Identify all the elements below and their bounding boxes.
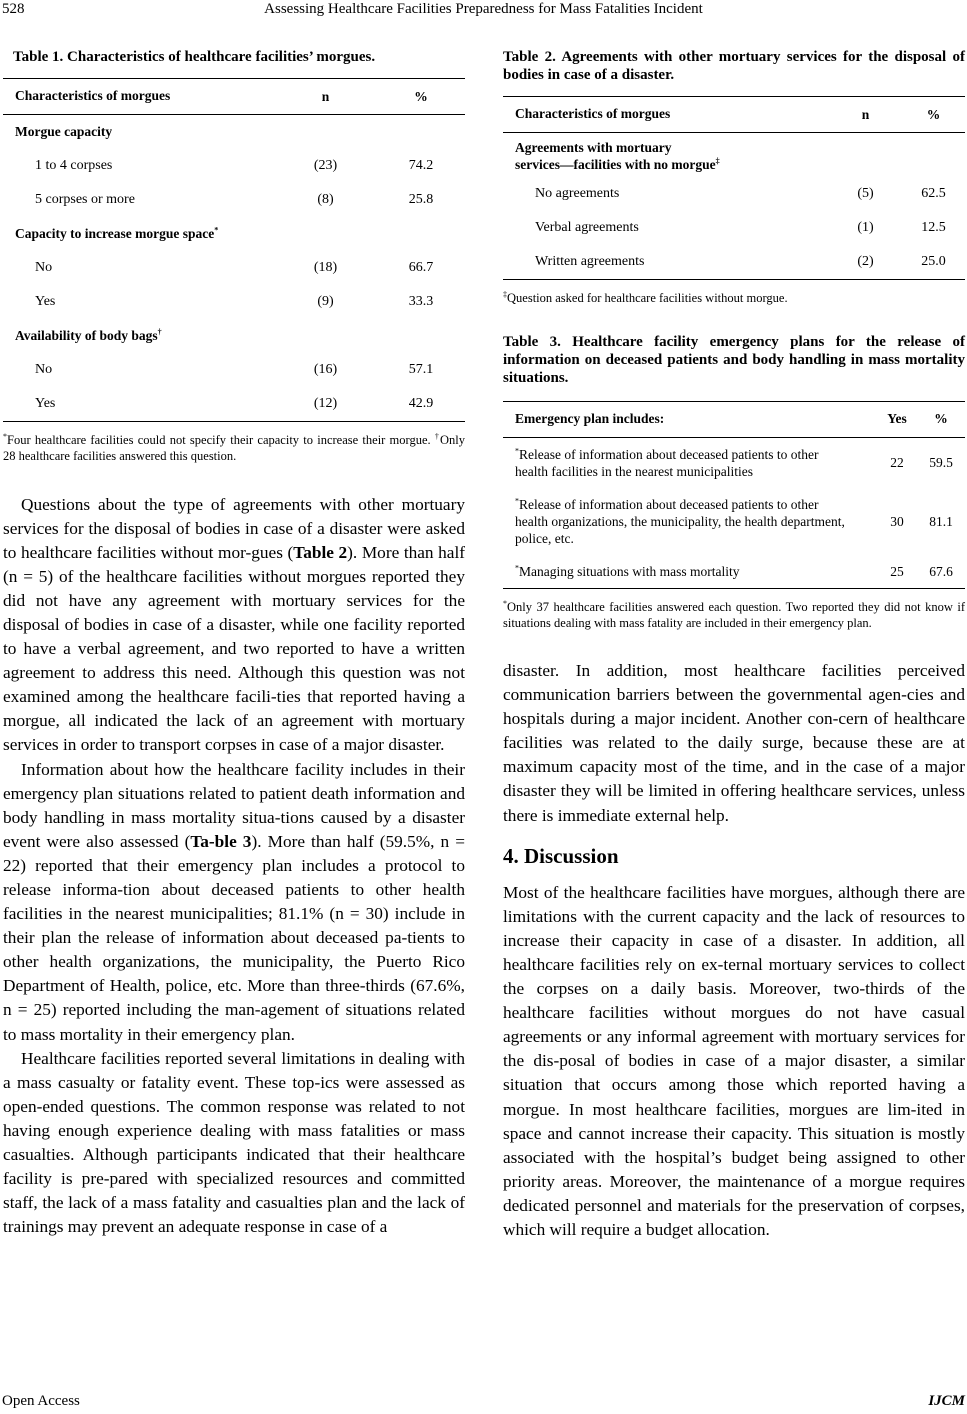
table3-header-pct: %: [917, 401, 965, 437]
table-reference: Table 2: [293, 542, 348, 562]
paragraph-text: Questions about the type of agreements with other mortuary services for the disposal of bodies in case of a disaster were asked to healthcare facilities without mor-gues (: [3, 494, 465, 562]
row-pct: 42.9: [377, 387, 465, 422]
row-label: 1 to 4 corpses: [35, 158, 113, 173]
row-label: No agreements: [535, 186, 620, 201]
table2-header-pct: %: [902, 97, 965, 133]
table3: [503, 401, 965, 589]
row-n: (8): [317, 192, 334, 207]
table-row: [3, 387, 465, 422]
table-row: [3, 285, 465, 319]
footnote-text: Only 37 healthcare facilities answered each question. Two reported they did not know if situations dealing with mass fatality are included in their emergency plan.: [503, 599, 965, 630]
footnote-text: Question asked for healthcare facilities without morgue.: [507, 291, 788, 305]
row-n: (5): [857, 186, 874, 201]
footnote-mark: *: [3, 431, 7, 441]
row-n: (16): [313, 362, 338, 377]
row-label: Yes: [3, 387, 274, 422]
row-label: No: [35, 362, 53, 377]
row-n: (9): [317, 294, 334, 309]
table2: [503, 96, 965, 280]
paragraph-text: Information about how the healthcare facility includes in their emergency plan situations related to patient death information and body handling in mass mortality situa-tions caused by a disaster event were also assessed (: [3, 759, 465, 851]
row-n: (12): [274, 387, 377, 422]
footnote-mark: *: [503, 598, 507, 608]
table-reference: Ta-ble 3: [190, 831, 252, 851]
table2-header-n: n: [829, 97, 902, 133]
footnote-mark: *: [214, 225, 219, 235]
table-row: [503, 177, 965, 211]
section-label-text: services—facilities with no morgue: [515, 157, 716, 172]
row-pct: 66.7: [408, 260, 434, 275]
row-label: [503, 437, 877, 488]
row-pct: 25.0: [902, 245, 965, 280]
row-label-text: Managing situations with mass mortality: [519, 563, 740, 579]
page-number: 528: [2, 1, 25, 17]
body-paragraph: [3, 758, 465, 1047]
footnote-mark: ‡: [503, 289, 507, 299]
section-label: [3, 217, 465, 251]
row-label-text: Release of information about deceased patients to other health organizations, the municipality, the health department, police, etc.: [515, 496, 845, 546]
footnote-mark: ‡: [715, 156, 720, 166]
row-pct: 59.5: [929, 455, 953, 470]
table3-header-yes: Yes: [877, 401, 917, 437]
table-row: [3, 251, 465, 285]
table-section-row: [503, 133, 965, 178]
table1-header-pct: %: [377, 79, 465, 115]
table-row: [3, 353, 465, 387]
footnote-mark: *: [515, 496, 519, 505]
section-heading: 4. Discussion: [503, 843, 619, 868]
table-row: [503, 488, 965, 555]
footnote-text: Four healthcare facilities could not specify their capacity to increase their morgue.: [7, 433, 435, 447]
row-pct: 62.5: [921, 186, 946, 201]
row-yes: 30: [890, 513, 904, 529]
body-paragraph: Healthcare facilities reported several limitations in dealing with a mass casualty or fatality event. These top-ics were assessed as open-ended questions. The common response was related to not having enough experience dealing with mass fatalities or mass casualties. Although participants indicated that their healthcare facility is pre-pared with specialized resources and committed staff, the lack of a mass fatality and casualties plan and the lack of trainings may prevent an adequate response in case of a: [3, 1048, 465, 1237]
table-row: [503, 211, 965, 245]
footnote-mark: *: [515, 446, 519, 455]
footnote-mark: *: [515, 563, 519, 572]
row-n: (23): [313, 158, 338, 173]
table1-header-row: [3, 79, 465, 115]
table2-caption: Table 2. Agreements with other mortuary services for the disposal of bodies in case of a disaster.: [503, 49, 965, 83]
row-pct: 81.1: [929, 513, 953, 529]
row-yes: 22: [890, 455, 904, 470]
table2-header-label: Characteristics of morgues: [503, 97, 829, 133]
table-row: [3, 149, 465, 183]
footer-journal: IJCM: [928, 1393, 965, 1409]
body-paragraph: Most of the healthcare facilities have morgues, although there are limitations with the current capacity and the lack of resources to increase their capacity in case of a disaster. In addition, all healthcare facilities rely on ex-ternal mortuary services to collect the corpses on a daily basis. Moreover, two-thirds of the healthcare facilities without morgues do not have casual agreements or any informal agreement with mortuary services for the dis-posal of bodies in case of a major disaster, a similar situation that occurs among those which reported having a morgue. In most healthcare facilities, morgues are lim-ited in space and cannot increase their capacity. This situation is mostly associated with the hospital’s budget being assigned to other priority areas. Moreover, the maintenance of a morgue requires dedicated personnel and materials for the preservation of corpses, which will require a budget allocation.: [503, 882, 965, 1239]
running-title: Assessing Healthcare Facilities Preparedness for Mass Fatalities Incident: [264, 1, 703, 17]
row-label: No: [35, 260, 53, 275]
row-pct: 25.8: [408, 192, 434, 207]
table3-footnote: [503, 599, 965, 631]
table1-caption: Table 1. Characteristics of healthcare facilities’ morgues.: [13, 49, 376, 65]
row-label: Written agreements: [503, 245, 829, 280]
section-label-text: Capacity to increase morgue space: [15, 226, 215, 241]
table1-header-label: Characteristics of morgues: [3, 79, 274, 115]
table-row: [3, 183, 465, 217]
row-yes: 25: [877, 555, 917, 589]
row-label: Yes: [35, 294, 56, 309]
table3-header-label: Emergency plan includes:: [503, 401, 877, 437]
table3-caption: Table 3. Healthcare facility emergency plans for the release of information on deceased patients and body handling in mass mortality situations.: [503, 333, 965, 386]
row-label: Verbal agreements: [535, 220, 639, 235]
left-column: [3, 48, 465, 1239]
table-section-row: [3, 217, 465, 251]
table-section-row: [3, 319, 465, 353]
row-label: [503, 488, 877, 555]
row-label-text: Release of information about deceased patients to other health facilities in the nearest municipalities: [515, 446, 819, 479]
table2-footnote: [503, 290, 965, 306]
table-row: [503, 437, 965, 488]
paragraph-text: ). More than half (n = 5) of the healthcare facilities without morgues reported they did not have any agreement with mortuary services for the disposal of bodies in case of a disaster, while one facility reported to have a verbal agreement, and two reported to have a written agreement to address this need. Although this question was not examined among the healthcare facili-ties that reported having a morgue, all indicated the lack of an agreement with mortuary services in order to transport corpses in case of a major disaster.: [3, 542, 466, 755]
row-label: 5 corpses or more: [35, 192, 135, 207]
table-section-row: [3, 115, 465, 150]
row-n: (1): [857, 220, 874, 235]
table3-header-row: [503, 401, 965, 437]
body-paragraph: disaster. In addition, most healthcare facilities perceived communication barriers between the governmental agen-cies and hospitals during a major incident. Another con-cern of healthcare facilities was related to the daily surge, because these are at maximum capacity most of the time, and in the case of a major disaster they will be limited in offering healthcare services, unless there is immediate external help.: [503, 661, 965, 825]
row-n: (2): [829, 245, 902, 280]
row-pct: 74.2: [408, 158, 434, 173]
footnote-text: Only 28 healthcare facilities answered this question.: [3, 433, 466, 463]
footnote-mark: †: [434, 431, 441, 441]
table1-footnote: [3, 432, 465, 464]
footer-open-access: Open Access: [2, 1393, 80, 1409]
table-row: [503, 555, 965, 589]
row-n: (18): [313, 260, 338, 275]
body-paragraph: [3, 493, 465, 758]
section-label: Morgue capacity: [15, 124, 113, 139]
section-label: [3, 319, 465, 353]
section-label-text: Agreements with mortuary: [515, 140, 672, 155]
footnote-mark: †: [157, 327, 162, 337]
table-row: [503, 245, 965, 280]
row-label: [503, 555, 877, 589]
table2-header-row: [503, 97, 965, 133]
section-label: [503, 133, 965, 178]
row-pct: 33.3: [408, 294, 434, 309]
right-column: [503, 48, 965, 1242]
row-pct: 57.1: [408, 362, 434, 377]
row-pct: 67.6: [917, 555, 965, 589]
table1: [3, 78, 465, 422]
paragraph-text: ). More than half (59.5%, n = 22) reported that their emergency plan includes a protocol to release informa-tion about deceased patients to other health facilities in the nearest municipalities; 81.1% (n = 30) include in their plan the release of information about deceased pa-tients to other health organizations, the municipality, the Puerto Rico Department of Health, police, etc. More than three-thirds (67.6%, n = 25) reported including the man-agement of situations related to mass mortality in their emergency plan.: [3, 831, 465, 1044]
table1-header-n: n: [274, 79, 377, 115]
running-header: [0, 0, 967, 22]
section-label-text: Availability of body bags: [15, 328, 158, 343]
row-pct: 12.5: [921, 220, 946, 235]
